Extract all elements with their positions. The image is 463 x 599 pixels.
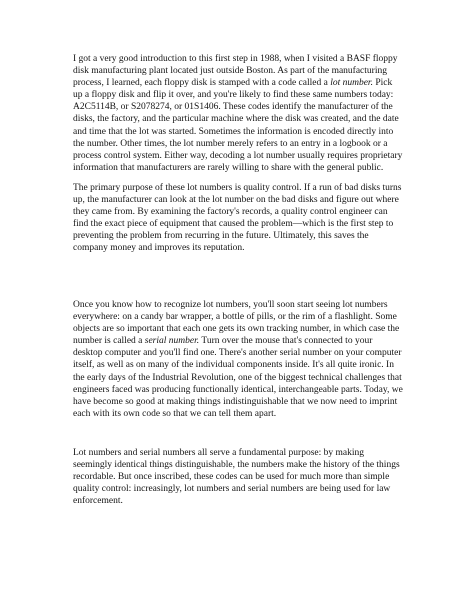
lot-number-term: lot number. [330,78,373,89]
paragraph-1-text-a: I got a very good introduction to this first step in 1988, when I visited a BASF floppy disk manufacturing plant located just outside Boston. As part of the manufacturing process, I learned, each floppy disk is stamped with a code called a [73,54,398,89]
paragraph-1 [73,53,403,174]
paragraph-3-text-a: Once you know how to recognize lot numbers, you'll soon start seeing lot numbers everywhere: on a candy bar wrapper, a bottle of pills, or the rim of a flashlight. Some objects are so important that each one gets its own tracking number, in which case the number is called a [73,300,400,347]
paragraph-1-text-b: Pick up a floppy disk and flip it over, and you're likely to find these same numbers today: A2C5114B, or S2078274, or 01S1406. These codes identify the manufacturer of the disks, the factory, and the particular machine where the disk was created, and the date and time that the lot was started. Sometimes the information is encoded directly into the number. Other times, the lot number merely refers to an entry in a logbook or a process control system. Either way, decoding a lot number usually requires proprietary information that manufacturers are rarely willing to share with the general public. [73,78,403,173]
paragraph-3-text-b: Turn over the mouse that's connected to your desktop computer and you'll find one. There's another serial number on your computer itself, as well as on many of the individual components inside. It's all quite ironic. In the early days of the Industrial Revolution, one of the biggest technical challenges that engineers faced was producing functionally identical, interchangeable parts. Today, we have become so good at making things indistinguishable that we now need to imprint each with its own code so that we can tell them apart. [73,336,403,419]
paragraph-4: Lot numbers and serial numbers all serve a fundamental purpose: by making seemingly identical things distinguishable, the numbers make the history of the things recordable. But once inscribed, these codes can be used for much more than simple quality control: increasingly, lot numbers and serial numbers are being used for law enforcement. [73,448,400,507]
serial-number-term: serial number. [144,336,200,347]
paragraph-3 [73,299,403,420]
paragraph-2: The primary purpose of these lot numbers is quality control. If a run of bad disks turns up, the manufacturer can look at the lot number on the bad disks and figure out where they came from. By examining the factory's records, a quality control engineer can find the exact piece of equipment that caused the problem—which is the first step to preventing the problem from recurring in the future. Ultimately, this saves the company money and improves its reputation. [73,183,402,254]
